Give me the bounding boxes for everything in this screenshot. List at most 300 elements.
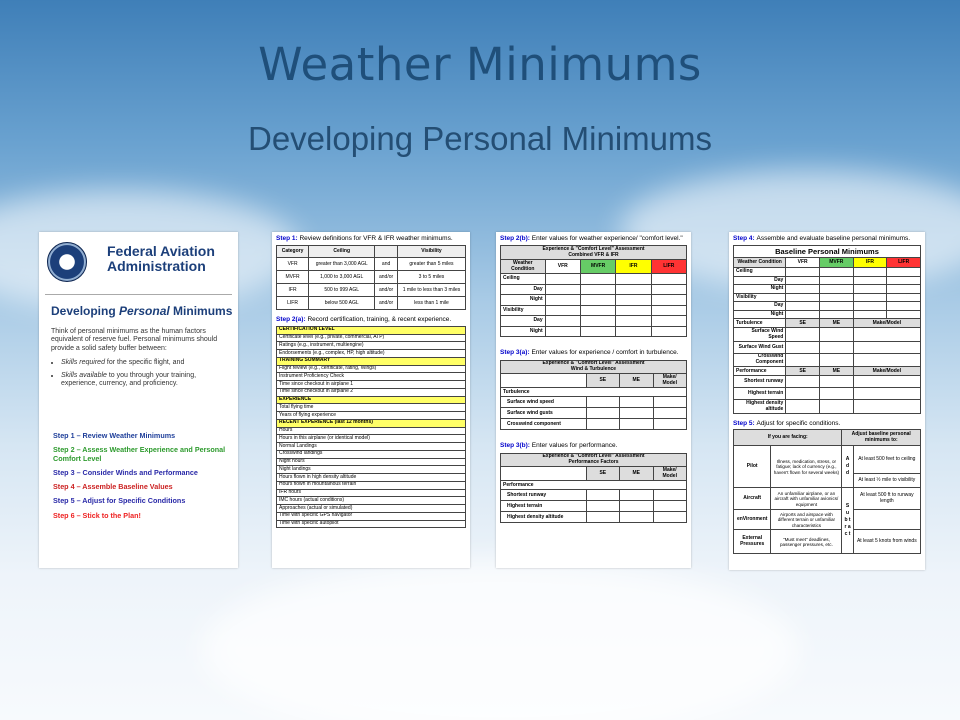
step4-value-cell [820, 276, 854, 285]
step5-category: Aircraft [734, 488, 771, 510]
table-row [277, 458, 466, 466]
step3b-value-cell [586, 490, 619, 501]
table-row [734, 488, 921, 510]
step4-value-cell [786, 293, 820, 302]
step3a-value-cell [586, 397, 619, 408]
table-row [277, 284, 466, 297]
faa-seal-icon [47, 242, 87, 282]
step2b-title-line: Experience & "Comfort Level" Assessment [542, 246, 645, 253]
step4-value-cell [786, 341, 820, 353]
step3b-col-header: SE [586, 467, 619, 481]
step1-cell: IFR [277, 284, 309, 297]
table-row [501, 481, 687, 490]
step3a-value-cell [653, 408, 687, 419]
step3b-row-label: Shortest runway [501, 490, 587, 501]
step4-block-col: SE [786, 319, 820, 328]
step2b-row-label: Visibility [501, 305, 546, 316]
step2b-value-cell [616, 326, 651, 337]
step4-block-col: ME [820, 367, 854, 376]
step2b-value-cell [651, 316, 686, 327]
table-row [734, 446, 921, 474]
table-row [277, 497, 466, 505]
faa-step-item: Step 3 – Consider Winds and Performance [53, 467, 198, 477]
step4-col-header: Weather Condition [734, 258, 786, 268]
step2b-heading: Step 2(b): Enter values for weather experience/ "comfort level." [500, 235, 683, 242]
step1-cell: below 500 AGL [309, 297, 375, 310]
step3a-value-cell [620, 408, 653, 419]
step2a-item: Instrument Proficiency Check [277, 373, 466, 381]
step3a-col-header: SE [586, 374, 619, 388]
step4-value-cell [887, 276, 921, 285]
faa-bullet: • Skills available to you through your training, experience, currency, and proficiency. [61, 372, 229, 389]
step2a-item: IMC hours (actual conditions) [277, 497, 466, 505]
step4-cat-header: VFR [786, 258, 820, 268]
table-row [501, 360, 687, 374]
step2b-title [501, 246, 687, 260]
step2b-value-cell [545, 326, 580, 337]
step4-block-col: Make/Model [853, 367, 920, 376]
step4-value-cell [820, 328, 854, 342]
table-row [501, 397, 687, 408]
step4-value-cell [853, 285, 887, 294]
step2b-value-cell [580, 274, 615, 285]
step4-block-row-label: Highest density altitude [734, 400, 786, 414]
table-row [277, 350, 466, 358]
step2b-value-cell [580, 326, 615, 337]
step3a-section-label: Turbulence [501, 388, 687, 397]
table-row [734, 530, 921, 554]
step2b-value-cell [545, 274, 580, 285]
step4-value-cell [820, 310, 854, 319]
step2a-item: Endorsements (e.g., complex, HP, high altitude) [277, 350, 466, 358]
table-row [277, 334, 466, 342]
step2b-value-cell [580, 295, 615, 306]
table-row [277, 489, 466, 497]
step2a-item: Time with specific GPS navigator [277, 512, 466, 520]
step4-value-cell [853, 400, 920, 414]
table-row [501, 316, 687, 327]
step2a-heading: Step 2(a): Record certification, training, & recent experience. [276, 316, 452, 324]
step5-header-facing: If you are facing: [734, 430, 842, 446]
step1-cell: greater than 5 miles [397, 258, 465, 271]
step4-value-cell [820, 388, 854, 400]
table-row [277, 246, 466, 258]
faa-step-item: Step 4 – Assemble Baseline Values [53, 482, 173, 492]
step4-row-label: Night [734, 285, 786, 294]
step3b-value-cell [620, 490, 653, 501]
step5-adjustment: At least 500 ft to runway length [853, 488, 920, 510]
step2b-value-cell [616, 274, 651, 285]
step4-value-cell [853, 376, 920, 388]
step2b-value-cell [580, 305, 615, 316]
step5-table [733, 429, 921, 554]
step3a-title-line: Wind & Turbulence [570, 366, 617, 373]
step3b-col-header: ME [620, 467, 653, 481]
step4-value-cell [820, 353, 854, 367]
table-row [277, 373, 466, 381]
step3a-title [501, 360, 687, 374]
step4-block-row-label: Surface Wind Gust [734, 341, 786, 353]
step2a-section: TRAINING SUMMARY [277, 357, 466, 365]
table-row [734, 510, 921, 530]
faa-step-item: Step 5 – Adjust for Specific Conditions [53, 496, 186, 506]
step2b-value-cell [616, 305, 651, 316]
step4-value-cell [853, 328, 920, 342]
step3b-value-cell [586, 501, 619, 512]
step5-header-adjust: Adjust baseline personal minimums to: [842, 430, 921, 446]
step2a-item: Crosswind landings [277, 450, 466, 458]
faa-org-name: Federal Aviation Administration [107, 243, 215, 275]
step2b-value-cell [545, 316, 580, 327]
faa-step-item: Step 6 – Stick to the Plan! [53, 510, 141, 520]
table-row [277, 443, 466, 451]
step5-adjustment [853, 510, 920, 530]
faa-intro [51, 328, 229, 388]
step2b-value-cell [616, 284, 651, 295]
step1-header: Visibility [397, 246, 465, 258]
table-row [501, 512, 687, 523]
step1-cell: less than 1 mile [397, 297, 465, 310]
table-row [734, 258, 921, 268]
step3a-blank-header [501, 374, 587, 388]
table-row [734, 302, 921, 311]
step5-condition: Airports and airspace with different terrain or unfamiliar characteristics [771, 510, 842, 530]
step3a-table [500, 360, 687, 431]
step3a-value-cell [620, 397, 653, 408]
table-row [734, 376, 921, 388]
step5-heading: Step 5: Adjust for specific conditions. [733, 419, 841, 427]
step4-block-header: Turbulence [734, 319, 786, 328]
table-row [277, 419, 466, 427]
step2b-table [500, 245, 687, 337]
step5-condition: Illness, medication, stress, or fatigue; lack of currency (e.g., haven't flown for several weeks) [771, 446, 842, 488]
step5-category: Pilot [734, 446, 771, 488]
table-row [734, 276, 921, 285]
step4-block-header: Performance [734, 367, 786, 376]
step4-title: Baseline Personal Minimums [734, 246, 921, 258]
step1-heading: Step 1: Review definitions for VFR & IFR weather minimums. [276, 235, 453, 242]
divider [45, 294, 232, 295]
step4-value-cell [853, 388, 920, 400]
table-row [501, 501, 687, 512]
step4-block-col: ME [820, 319, 854, 328]
step4-value-cell [887, 310, 921, 319]
step4-value-cell [853, 268, 887, 277]
step4-value-cell [786, 353, 820, 367]
step1-cell: greater than 3,000 AGL [309, 258, 375, 271]
step4-value-cell [853, 341, 920, 353]
step3a-heading: Step 3(a): Enter values for experience / comfort in turbulence. [500, 349, 679, 357]
step3a-col-header: Make/ Model [653, 374, 687, 388]
step4-value-cell [887, 293, 921, 302]
step4-row-label: Day [734, 276, 786, 285]
table-row [734, 310, 921, 319]
table-row [277, 388, 466, 396]
step2a-item: Night hours [277, 458, 466, 466]
step4-row-label: Day [734, 302, 786, 311]
step4-value-cell [887, 268, 921, 277]
step4-value-cell [786, 268, 820, 277]
step2b-row-label: Night [501, 326, 546, 337]
step1-cell: LIFR [277, 297, 309, 310]
table-row [734, 388, 921, 400]
step3b-value-cell [653, 501, 687, 512]
table-row [277, 505, 466, 513]
step4-value-cell [853, 276, 887, 285]
step2b-col-header: Weather Condition [501, 260, 546, 274]
step4-value-cell [820, 400, 854, 414]
step2a-section: CERTIFICATION LEVEL [277, 326, 466, 334]
step5-adjustment: At least ½ mile to visibility [853, 474, 920, 488]
step4-step5-panel [729, 232, 925, 570]
step4-row-label: Visibility [734, 293, 786, 302]
step4-value-cell [820, 376, 854, 388]
table-row [734, 367, 921, 376]
step3a-row-label: Surface wind speed [501, 397, 587, 408]
step4-block-row-label: Surface Wind Speed [734, 328, 786, 342]
step2b-row-label: Night [501, 295, 546, 306]
step2b-value-cell [580, 284, 615, 295]
step3b-title-line: Experience & "Comfort Level" Assessment [542, 453, 645, 460]
faa-bullet: • Skills required for the specific flight, and [61, 359, 229, 367]
step5-condition: An unfamiliar airplane, or an aircraft with unfamiliar avionics/ equipment [771, 488, 842, 510]
step4-cat-header: LIFR [887, 258, 921, 268]
table-row [501, 374, 687, 388]
table-row [277, 435, 466, 443]
table-row [277, 342, 466, 350]
step1-cell: and/or [375, 284, 398, 297]
step2a-item: Hours flown in mountainous terrain [277, 481, 466, 489]
step3b-heading: Step 3(b): Enter values for performance. [500, 442, 618, 450]
table-row [734, 268, 921, 277]
step1-cell: VFR [277, 258, 309, 271]
step4-value-cell [887, 285, 921, 294]
step3b-section-label: Performance [501, 481, 687, 490]
table-row [501, 419, 687, 430]
step2b-value-cell [545, 305, 580, 316]
step5-adjustment: At least 5 knots from winds [853, 530, 920, 554]
table-row [501, 246, 687, 260]
step2b-value-cell [651, 284, 686, 295]
step2a-table [276, 326, 466, 529]
table-row [277, 381, 466, 389]
step3b-value-cell [620, 501, 653, 512]
step3b-value-cell [653, 490, 687, 501]
step1-cell: and/or [375, 297, 398, 310]
table-row [501, 490, 687, 501]
step1-header [375, 246, 398, 258]
step4-value-cell [786, 328, 820, 342]
step1-cell: 1,000 to 3,000 AGL [309, 271, 375, 284]
cloud-decoration [200, 560, 800, 720]
step1-cell: and [375, 258, 398, 271]
step2b-value-cell [580, 316, 615, 327]
step2a-item: Normal Landings [277, 443, 466, 451]
step2b-title-line: Combined VFR & IFR [568, 251, 619, 258]
step5-condition: "Must meet" deadlines, passenger pressures, etc. [771, 530, 842, 554]
step2a-item: Time since checkout in airplane 1 [277, 381, 466, 389]
step3b-title [501, 453, 687, 467]
step4-value-cell [887, 302, 921, 311]
step4-value-cell [786, 285, 820, 294]
step1-cell: 3 to 5 miles [397, 271, 465, 284]
table-row [734, 353, 921, 367]
step2a-item: Certificate level (e.g., private, commercial, ATP) [277, 334, 466, 342]
table-row [734, 400, 921, 414]
step3a-value-cell [653, 397, 687, 408]
step4-block-row-label: Shortest runway [734, 376, 786, 388]
step2b-value-cell [651, 305, 686, 316]
step5-add-label: A d d [842, 446, 853, 488]
step4-value-cell [820, 302, 854, 311]
table-row [501, 453, 687, 467]
faa-heading: Developing Personal Minimums [51, 304, 233, 318]
step4-value-cell [820, 268, 854, 277]
step3b-title-line: Performance Factors [568, 459, 619, 466]
step2b-value-cell [651, 295, 686, 306]
faa-step-item: Step 1 – Review Weather Minimums [53, 431, 176, 440]
faa-bullets [61, 359, 229, 388]
table-row [277, 404, 466, 412]
table-row [501, 284, 687, 295]
step4-value-cell [786, 400, 820, 414]
table-row [277, 297, 466, 310]
faa-step-item: Step 2 – Assess Weather Experience and Personal Comfort Level [53, 445, 226, 463]
step2b-cat-header: LIFR [651, 260, 686, 274]
step1-cell: and/or [375, 271, 398, 284]
step4-value-cell [820, 293, 854, 302]
step2a-item: Hours [277, 427, 466, 435]
step4-value-cell [853, 353, 920, 367]
step4-block-col: Make/Model [853, 319, 920, 328]
table-row [277, 450, 466, 458]
step4-cat-header: IFR [853, 258, 887, 268]
faa-cover-panel [39, 232, 238, 568]
step4-value-cell [786, 376, 820, 388]
step3a-row-label: Crosswind component [501, 419, 587, 430]
step5-category: External Pressures [734, 530, 771, 554]
step1-table [276, 245, 466, 310]
step3a-row-label: Surface wind gusts [501, 408, 587, 419]
step2b-row-label: Day [501, 284, 546, 295]
table-row [734, 430, 921, 446]
step4-value-cell [853, 293, 887, 302]
step3b-row-label: Highest density altitude [501, 512, 587, 523]
table-row [277, 412, 466, 420]
table-row [277, 326, 466, 334]
step2a-item: Time with specific autopilot [277, 520, 466, 528]
step2b-cat-header: VFR [545, 260, 580, 274]
step3a-col-header: ME [620, 374, 653, 388]
step3b-row-label: Highest terrain [501, 501, 587, 512]
step2b-step3-panel [496, 232, 691, 568]
table-row [734, 328, 921, 342]
step2a-item: Night landings [277, 466, 466, 474]
step2a-section: RECENT EXPERIENCE (last 12 months) [277, 419, 466, 427]
table-row [277, 474, 466, 482]
table-row [734, 246, 921, 258]
step5-category: enVironment [734, 510, 771, 530]
step1-step2a-panel [272, 232, 470, 568]
table-row [277, 512, 466, 520]
step4-table [733, 245, 921, 414]
step2b-row-label: Ceiling [501, 274, 546, 285]
step3b-col-header: Make/ Model [653, 467, 687, 481]
step4-value-cell [786, 302, 820, 311]
step5-adjustment: At least 500 feet to ceiling [853, 446, 920, 474]
table-row [277, 466, 466, 474]
step3a-value-cell [586, 419, 619, 430]
step2b-cat-header: IFR [616, 260, 651, 274]
table-row [501, 467, 687, 481]
step2a-item: Time since checkout in airplane 2 [277, 388, 466, 396]
table-row [501, 260, 687, 274]
step2b-value-cell [545, 295, 580, 306]
step4-heading: Step 4: Assemble and evaluate baseline personal minimums. [733, 235, 911, 242]
table-row [277, 271, 466, 284]
step1-header: Ceiling [309, 246, 375, 258]
step4-block-row-label: Crosswind Component [734, 353, 786, 367]
table-row [277, 365, 466, 373]
step3a-value-cell [653, 419, 687, 430]
step3b-blank-header [501, 467, 587, 481]
table-row [501, 326, 687, 337]
step5-subtract-label: S u b t r a c t [842, 488, 853, 554]
step2a-item: Approaches (actual or simulated) [277, 505, 466, 513]
step4-value-cell [786, 276, 820, 285]
slide-title: Weather Minimums [258, 38, 702, 91]
table-row [501, 274, 687, 285]
step4-value-cell [853, 302, 887, 311]
table-row [277, 427, 466, 435]
step4-value-cell [820, 285, 854, 294]
step1-header: Category [277, 246, 309, 258]
table-row [501, 408, 687, 419]
step3a-title-line: Experience & "Comfort Level" Assessment [542, 360, 645, 367]
step4-row-label: Ceiling [734, 268, 786, 277]
step3a-value-cell [620, 419, 653, 430]
step4-value-cell [820, 341, 854, 353]
step2b-value-cell [651, 274, 686, 285]
table-row [277, 258, 466, 271]
step4-value-cell [786, 388, 820, 400]
table-row [277, 520, 466, 528]
step1-cell: 500 to 999 AGL [309, 284, 375, 297]
step2a-item: Hours in this airplane (or identical model) [277, 435, 466, 443]
step2b-value-cell [616, 316, 651, 327]
slide-subtitle: Developing Personal Minimums [247, 120, 713, 157]
step2a-item: Years of flying experience [277, 412, 466, 420]
step3b-value-cell [586, 512, 619, 523]
step4-row-label: Night [734, 310, 786, 319]
table-row [277, 357, 466, 365]
step4-value-cell [853, 310, 887, 319]
table-row [501, 305, 687, 316]
step2b-value-cell [545, 284, 580, 295]
step2b-value-cell [651, 326, 686, 337]
step4-block-row-label: Highest terrain [734, 388, 786, 400]
step1-cell: MVFR [277, 271, 309, 284]
table-row [734, 319, 921, 328]
step2b-value-cell [616, 295, 651, 306]
faa-steps-list [53, 432, 238, 526]
faa-intro-text: Think of personal minimums as the human factors equivalent of reserve fuel. Personal minimums should provide a solid safety buffer between: [51, 328, 218, 352]
step2b-cat-header: MVFR [580, 260, 615, 274]
step4-value-cell [786, 310, 820, 319]
step3a-value-cell [586, 408, 619, 419]
table-row [277, 396, 466, 404]
table-row [734, 341, 921, 353]
